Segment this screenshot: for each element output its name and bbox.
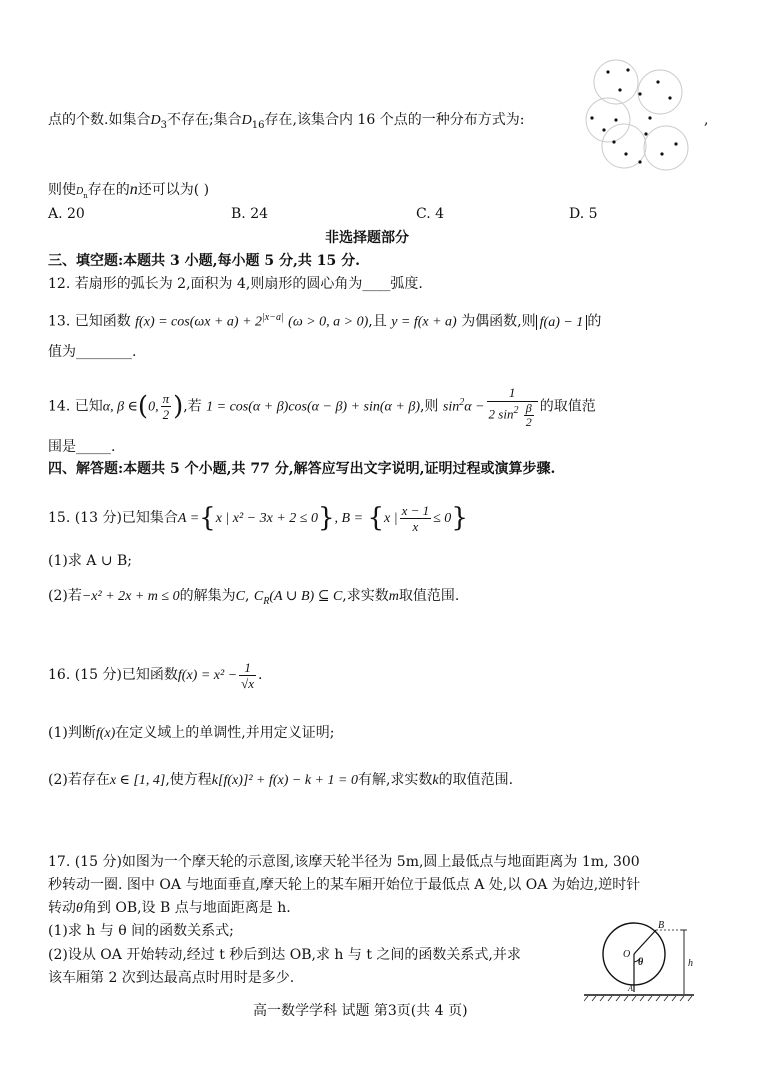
point-distribution-figure	[580, 58, 695, 173]
section-nonchoice-heading: 非选择题部分	[325, 230, 409, 246]
page-footer: 高一数学学科 试题 第3页(共 4 页)	[253, 1003, 468, 1019]
ferris-wheel-figure	[584, 918, 704, 1002]
fig-label-o: O	[623, 949, 631, 960]
q15-part1: (1)求 A ∪ B;	[48, 553, 133, 569]
fig-label-h: h	[688, 958, 693, 969]
q14-line1: 14. 已知α, β ∈(0, $\frac{\pi}{2}$ ),若 1 = cos(α + β)cos(α − β) + sin(α + β),则 $\sin^2\alpha$ − 1 2 $\sin^2$ $\frac{\beta}{2}$ 的取值范	[48, 385, 596, 430]
q17-part2-line1: (2)设从 OA 开始转动,经过 t 秒后到达 OB,求 h 与 t 之间的函数关系式,并求	[48, 947, 521, 963]
q11-line2: 则使$D_n$存在的n还可以为( )	[48, 181, 210, 200]
q11-line1: 点的个数.如集合$D_3$不存在;集合$D_{16}$存在,该集合内 16 个点的一种分布方式为:	[48, 112, 525, 131]
q17-part2-line2: 该车厢第 2 次到达最高点时用时是多少.	[48, 970, 295, 986]
q15-line1: 15. (13 分)已知集合A ={x | x² − 3x + 2 ≤ 0}, B = {x | $\frac{x - 1}{x}$ ≤ 0}	[48, 502, 468, 534]
q15-part2: (2)若−x² + 2x + m ≤ 0的解集为C, $C_R(A$ ∪ B) ⊆ C,求实数m取值范围.	[48, 588, 460, 607]
fig-label-b: B	[658, 920, 665, 931]
q17-line1: 17. (15 分)如图为一个摩天轮的示意图,该摩天轮半径为 5m,圆上最低点与地面距离为 1m, 300	[48, 854, 640, 870]
q17-line2: 秒转动一圈. 图中 OA 与地面垂直,摩天轮上的某车厢开始位于最低点 A 处,以 OA 为始边,逆时针	[48, 877, 641, 893]
fig-label-a: A	[628, 984, 633, 993]
q14-line2: 围是_____.	[48, 439, 116, 455]
section3-heading: 三、填空题:本题共 3 小题,每小题 5 分,共 15 分.	[48, 253, 360, 269]
q11-option-a: A. 20	[48, 206, 85, 222]
q11-option-d: D. 5	[569, 206, 598, 222]
q16-part2: (2)若存在x ∈ [1, 4],使方程k[f(x)]² + f(x) − k + 1 = 0有解,求实数k的取值范围.	[48, 772, 514, 788]
q11-comma: ,	[704, 112, 709, 128]
q13-line2: 值为________.	[48, 344, 137, 360]
q12: 12. 若扇形的弧长为 2,面积为 4,则扇形的圆心角为____弧度.	[48, 276, 423, 292]
q13-line1: 13. 已知函数 $f(x) = \cos(\omega x + a) + 2^{|x-a|}$ (ω > 0, a > 0),且 y = f(x + a) 为偶函数,则 f(a) − 1 的	[48, 312, 602, 330]
q11-option-b: B. 24	[231, 206, 269, 222]
q16-part1: (1)判断f(x)在定义域上的单调性,并用定义证明;	[48, 725, 335, 741]
q11-option-c: C. 4	[416, 206, 445, 222]
fig-label-theta: θ	[638, 957, 644, 968]
q17-part1: (1)求 h 与 θ 间的函数关系式;	[48, 923, 234, 939]
section4-heading: 四、解答题:本题共 5 个小题,共 77 分,解答应写出文字说明,证明过程或演算步骤.	[48, 461, 556, 477]
q16-line1: 16. (15 分)已知函数f(x) = x² − $\frac{1}{√x}$ .	[48, 659, 263, 691]
q17-line3: 转动θ角到 OB,设 B 点与地面距离是 h.	[48, 900, 291, 916]
